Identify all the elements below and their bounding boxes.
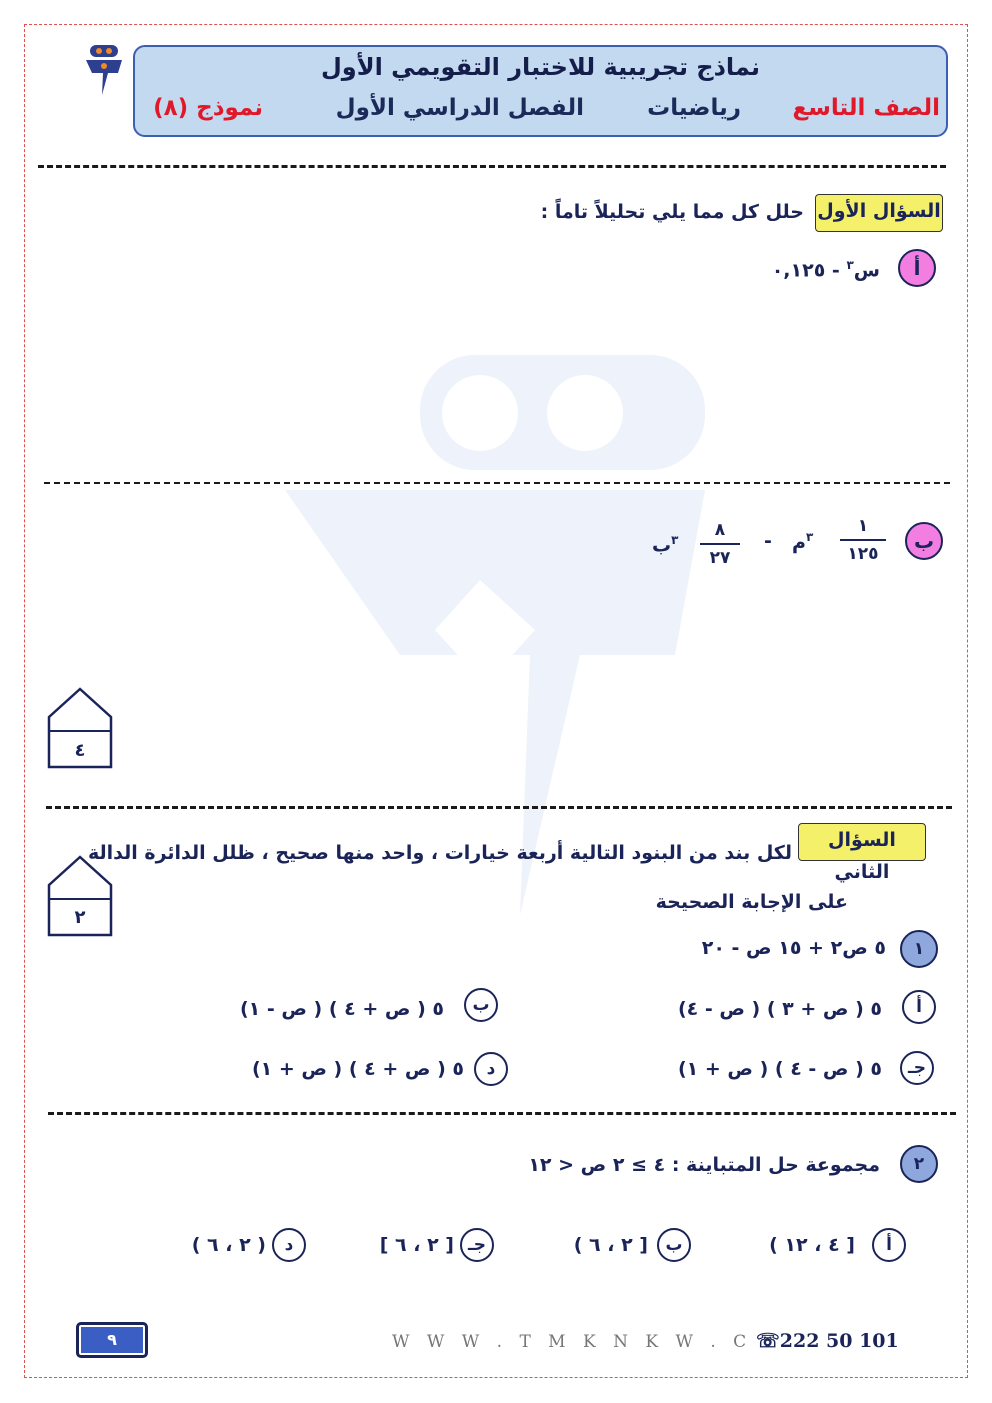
question-2-instruction-line2: على الإجابة الصحيحة bbox=[655, 891, 848, 913]
question-2-label: السؤال الثاني bbox=[798, 823, 926, 861]
option-2d-text: ( ٢ ، ٦ ) bbox=[191, 1234, 266, 1256]
model-label: نموذج (٨) bbox=[153, 95, 263, 121]
separator bbox=[38, 165, 946, 168]
option-1c-circle[interactable]: جـ bbox=[900, 1051, 934, 1085]
option-1a-circle[interactable]: أ bbox=[902, 990, 936, 1024]
item-marker-a: أ bbox=[898, 249, 936, 287]
option-2a-circle[interactable]: أ bbox=[872, 1228, 906, 1262]
fraction-2-numerator: ٨ bbox=[714, 520, 726, 540]
separator bbox=[44, 482, 950, 484]
option-1c-text: ٥ ( ص - ٤ ) ( ص + ١) bbox=[677, 1058, 882, 1080]
term-1 bbox=[792, 530, 813, 553]
website-text: W W W . T M K N K W . C bbox=[392, 1332, 753, 1352]
expression-a-exp: ٣ bbox=[846, 258, 854, 272]
term-1-exp: ٣ bbox=[805, 530, 814, 544]
phone-number: ☏222 50 101 bbox=[756, 1330, 899, 1352]
option-2c-circle[interactable]: جـ bbox=[460, 1228, 494, 1262]
option-2b-circle[interactable]: ب bbox=[657, 1228, 691, 1262]
expression-a-var: س bbox=[853, 259, 880, 282]
option-1a-text: ٥ ( ص + ٣ ) ( ص - ٤) bbox=[677, 998, 882, 1020]
fraction-1-numerator: ١ bbox=[857, 516, 869, 536]
option-2b-text: [ ٢ ، ٦ ) bbox=[573, 1234, 648, 1256]
item-2-number: ٢ bbox=[900, 1145, 938, 1183]
term-2-var: ب bbox=[652, 534, 672, 557]
fraction-1 bbox=[840, 516, 886, 564]
question-1-label: السؤال الأول bbox=[815, 194, 943, 232]
option-1b-circle[interactable]: ب bbox=[464, 988, 498, 1022]
grade-label: الصف التاسع bbox=[792, 95, 940, 121]
item-1-stem: ٥ ص٢ + ١٥ ص - ٢٠ bbox=[701, 937, 886, 959]
subject-label: رياضيات bbox=[647, 95, 741, 121]
term-2-exp: ٣ bbox=[671, 533, 679, 547]
term-2 bbox=[652, 533, 678, 556]
page-number: ٩ bbox=[76, 1322, 148, 1358]
fraction-2 bbox=[700, 520, 740, 568]
fraction-1-bar bbox=[840, 539, 886, 541]
option-2a-text: [ ٤ ، ١٢ ) bbox=[769, 1234, 855, 1256]
option-1b-text: ٥ ( ص + ٤ ) ( ص - ١) bbox=[239, 998, 444, 1020]
item-marker-b: ب bbox=[905, 522, 943, 560]
item-2-stem: مجموعة حل المتباينة : ٤ ≥ ٢ ص < ١٢ bbox=[528, 1154, 880, 1176]
expression-a-rest: - ٠,١٢٥ bbox=[771, 259, 840, 282]
item-1-number: ١ bbox=[900, 930, 938, 968]
watermark-logo bbox=[280, 355, 710, 915]
option-1d-text: ٥ ( ص + ٤ ) ( ص + ١) bbox=[251, 1058, 464, 1080]
option-2c-text: [ ٢ ، ٦ ] bbox=[379, 1234, 454, 1256]
option-2d-circle[interactable]: د bbox=[272, 1228, 306, 1262]
term-1-var: م bbox=[792, 531, 806, 554]
score-q2: ٢ bbox=[74, 907, 86, 928]
fraction-2-bar bbox=[700, 543, 740, 545]
expression-a bbox=[772, 258, 880, 281]
fraction-1-denominator: ١٢٥ bbox=[847, 544, 879, 564]
separator bbox=[48, 1112, 956, 1115]
minus-sign: - bbox=[764, 530, 772, 552]
fraction-2-denominator: ٢٧ bbox=[709, 548, 731, 568]
score-q1: ٤ bbox=[74, 740, 86, 761]
question-1-instruction: حلل كل مما يلي تحليلاً تاماً : bbox=[540, 201, 804, 223]
header-box bbox=[133, 45, 948, 137]
option-1d-circle[interactable]: د bbox=[474, 1052, 508, 1086]
header-title: نماذج تجريبية للاختبار التقويمي الأول bbox=[320, 53, 761, 81]
question-2-instruction: لكل بند من البنود التالية أربعة خيارات ، واحد منها صحيح ، ظلل الدائرة الدالة bbox=[87, 842, 792, 864]
semester-label: الفصل الدراسي الأول bbox=[335, 95, 584, 121]
separator bbox=[46, 806, 952, 809]
brand-logo bbox=[84, 43, 124, 98]
